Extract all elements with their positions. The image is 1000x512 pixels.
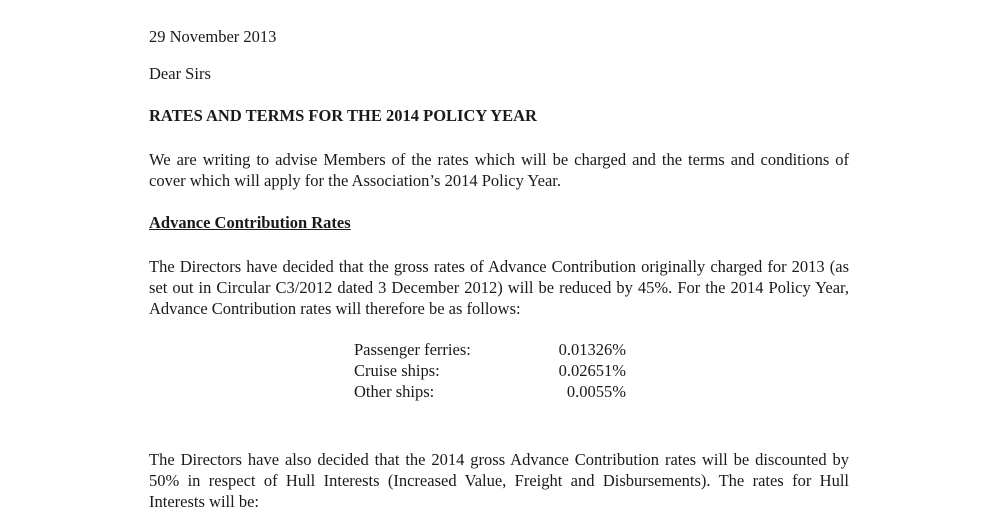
rate-row-cruise-ships: [354, 360, 626, 381]
rates-table: [354, 339, 626, 402]
rate-value: 0.02651%: [558, 361, 626, 380]
rate-value: 0.01326%: [558, 340, 626, 359]
intro-paragraph: We are writing to advise Members of the rates which will be charged and the terms and conditions of cover which will apply for the Association’s 2014 Policy Year.: [149, 150, 849, 190]
letter-date: 29 November 2013: [149, 27, 277, 46]
letter-salutation: Dear Sirs: [149, 64, 211, 83]
rate-row-other-ships: [354, 381, 626, 402]
section-title: Advance Contribution Rates: [149, 213, 351, 232]
rate-label: Other ships:: [354, 382, 435, 401]
rate-value: 0.0055%: [566, 382, 626, 401]
section-paragraph: The Directors have decided that the gross rates of Advance Contribution originally charged for 2013 (as set out in Circular C3/2012 dated 3 December 2012) will be reduced by 45%. For the 2014 Policy Year, Advance Contribution rates will therefore be as follows:: [149, 257, 849, 318]
rate-label: Cruise ships:: [354, 361, 440, 380]
rate-row-passenger-ferries: [354, 339, 626, 360]
followup-paragraph: The Directors have also decided that the 2014 gross Advance Contribution rates will be discounted by 50% in respect of Hull Interests (Increased Value, Freight and Disbursements). The rates for Hull Interests will be:: [149, 450, 849, 511]
letter-heading: RATES AND TERMS FOR THE 2014 POLICY YEAR: [149, 106, 537, 125]
rate-label: Passenger ferries:: [354, 340, 471, 359]
